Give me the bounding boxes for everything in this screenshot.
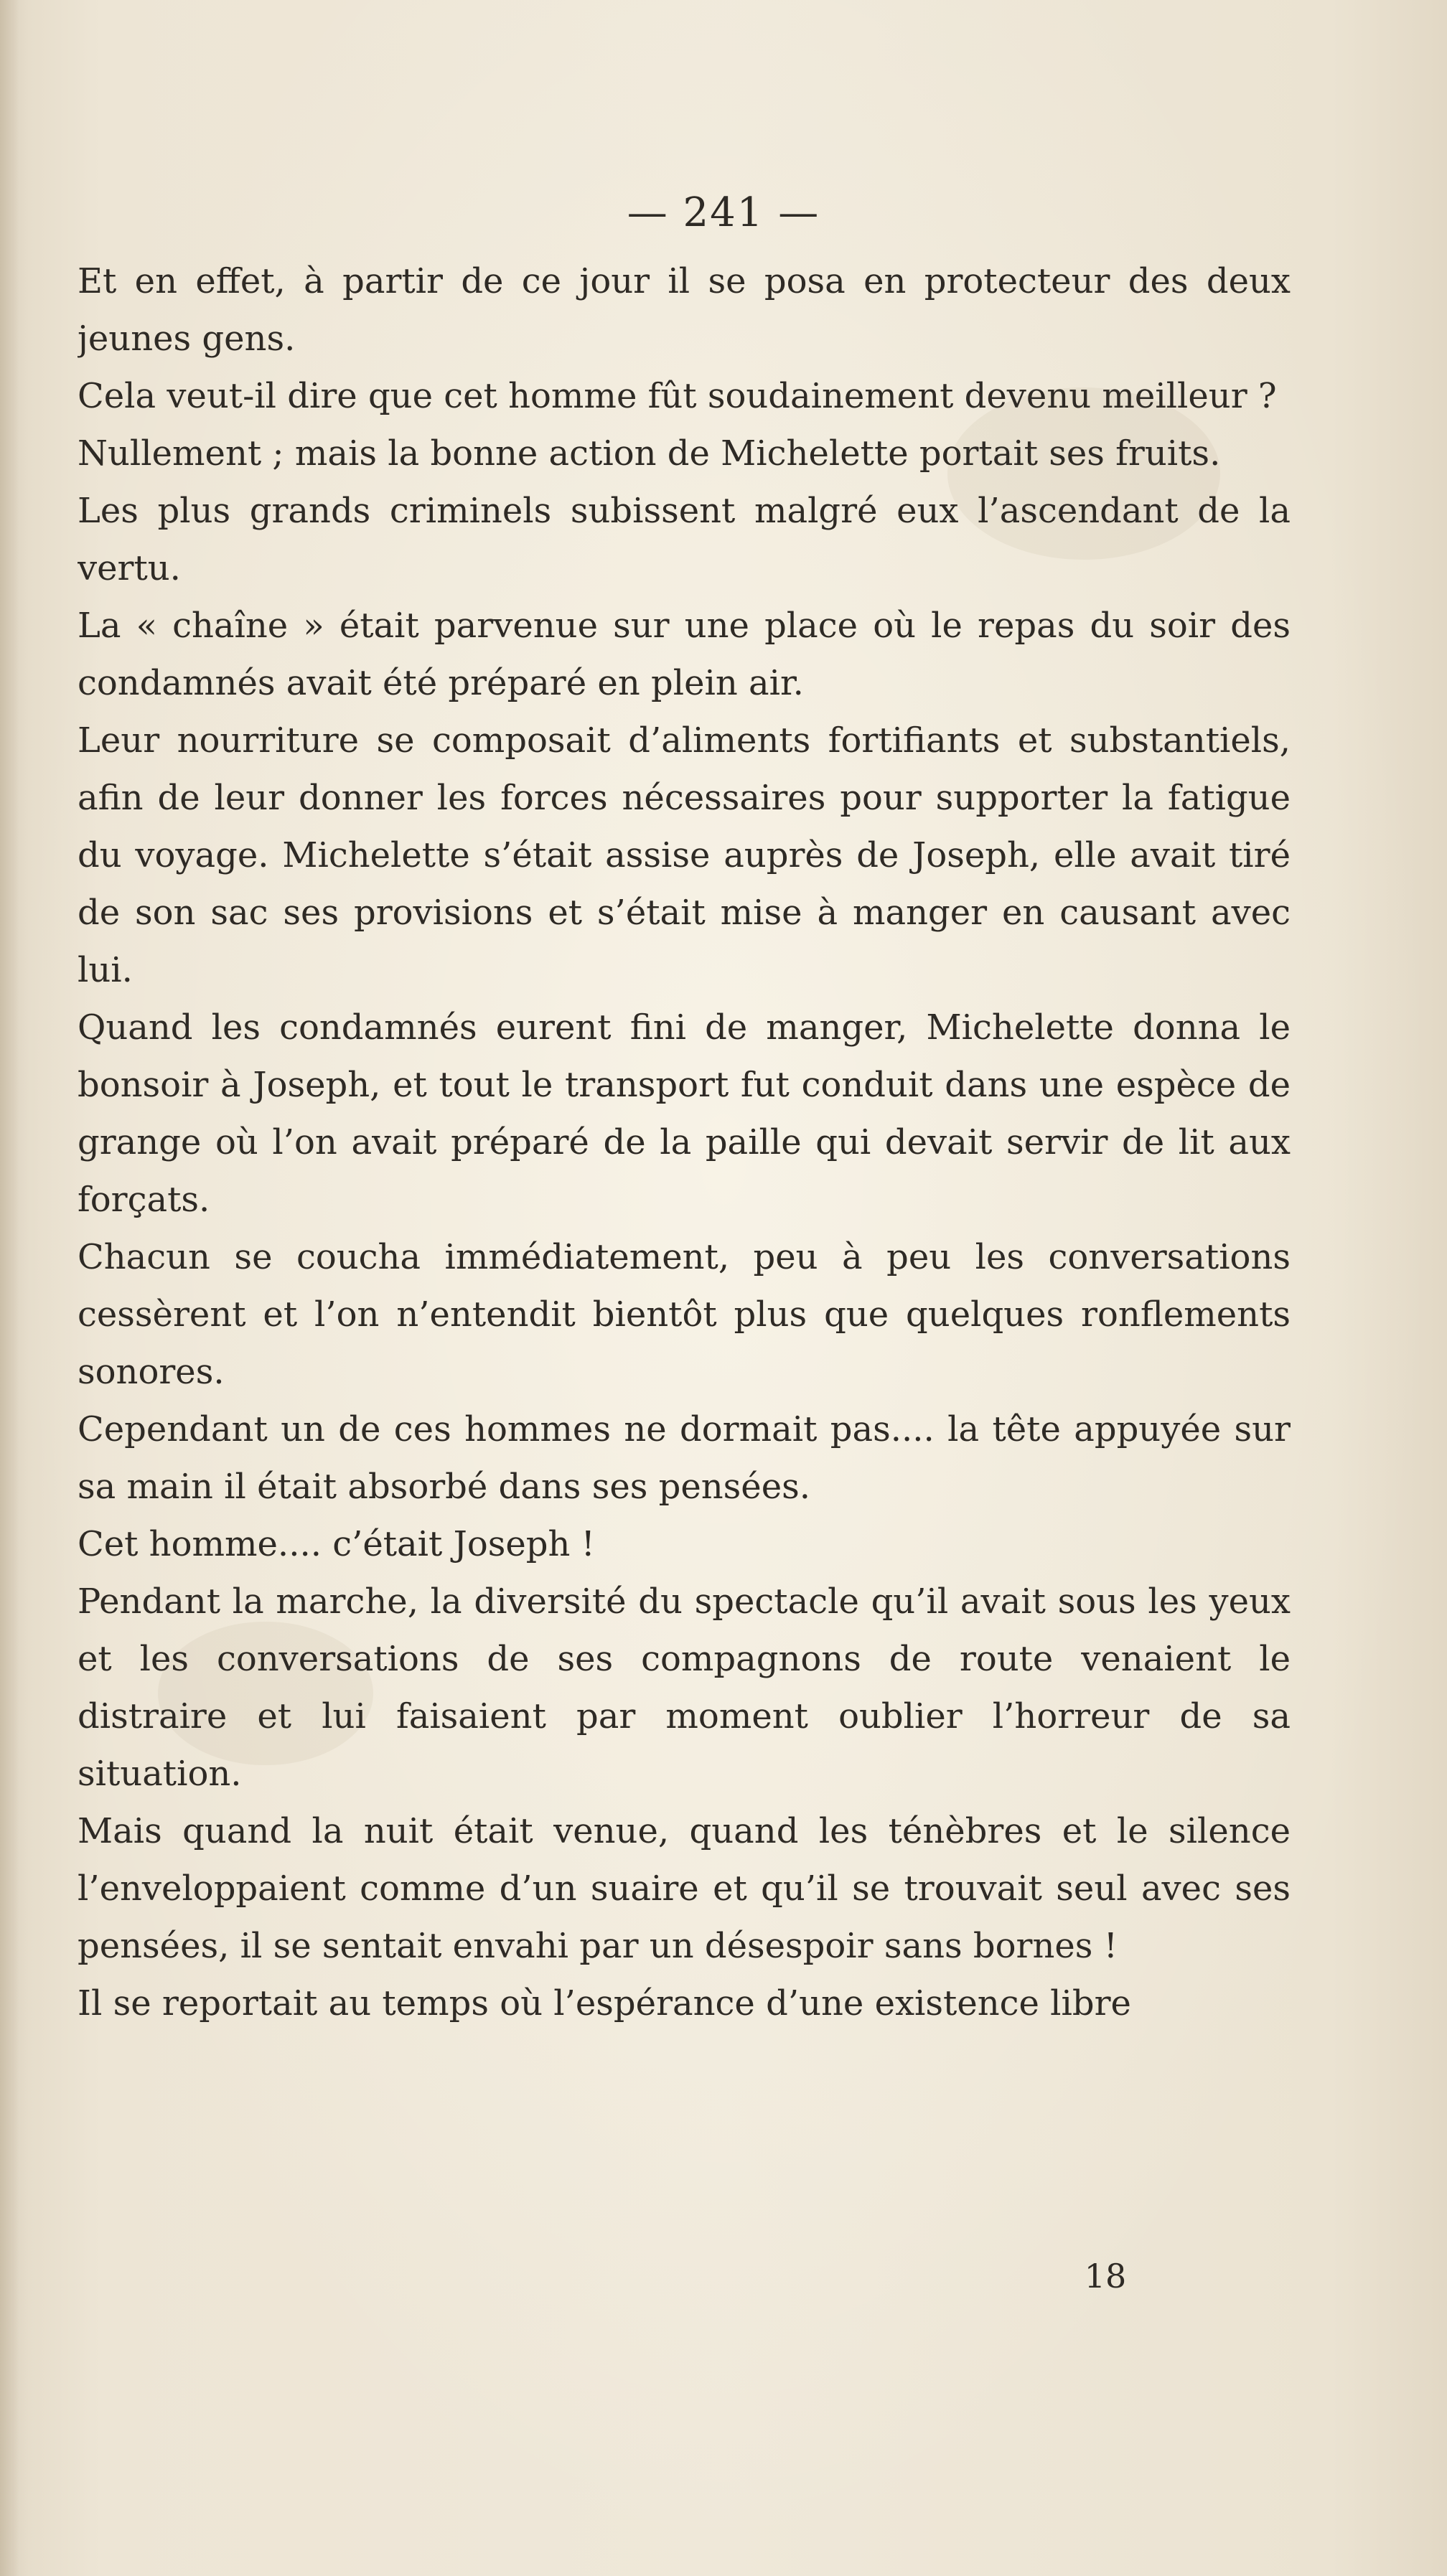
paragraph: Leur nourriture se composait d’aliments fortifiants et substantiels, afin de leur donner les forces nécessaires pour supporter la fatigue du voyage. Michelette s’était assise auprès de Joseph, elle avait tiré de son sac ses provisions et s’était mise à manger en causant avec lui.: [78, 720, 1291, 990]
paragraph: Nullement ; mais la bonne action de Michelette portait ses fruits.: [78, 433, 1221, 474]
paragraph: Il se reportait au temps où l’espérance d’une existence libre: [78, 1983, 1131, 2023]
signature-mark: 18: [1084, 2257, 1127, 2295]
paragraph: Et en effet, à partir de ce jour il se posa en protecteur des deux jeunes gens.: [78, 261, 1291, 359]
paragraph: La « chaîne » était parvenue sur une place où le repas du soir des condamnés avait été préparé en plein air.: [78, 606, 1291, 703]
paragraph: Cet homme.... c’était Joseph !: [78, 1524, 595, 1564]
paragraph: Pendant la marche, la diversité du spectacle qu’il avait sous les yeux et les conversations de ses compagnons de route venaient le distraire et lui faisaient par moment oublier l’horreur de sa situation.: [78, 1581, 1291, 1794]
paragraph: Cela veut-il dire que cet homme fût soudainement devenu meilleur ?: [78, 376, 1277, 416]
paragraph: Cependant un de ces hommes ne dormait pas.... la tête appuyée sur sa main il était absorbé dans ses pensées.: [78, 1409, 1291, 1507]
page-number-header: — 241 —: [627, 189, 820, 236]
paragraph: Les plus grands criminels subissent malgré eux l’ascendant de la vertu.: [78, 491, 1291, 588]
page-body: [78, 253, 1291, 2247]
paragraph: Mais quand la nuit était venue, quand les ténèbres et le silence l’enveloppaient comme d’un suaire et qu’il se trouvait seul avec ses pensées, il se sentait envahi par un désespoir sans bornes !: [78, 1811, 1291, 1966]
page-gutter-shadow: [0, 0, 19, 2576]
paragraph: Chacun se coucha immédiatement, peu à peu les conversations cessèrent et l’on n’entendit bientôt plus que quelques ronflements sonores.: [78, 1237, 1291, 1392]
paragraph: Quand les condamnés eurent fini de manger, Michelette donna le bonsoir à Joseph, et tout le transport fut conduit dans une espèce de grange où l’on avait préparé de la paille qui devait servir de lit aux forçats.: [78, 1007, 1291, 1220]
